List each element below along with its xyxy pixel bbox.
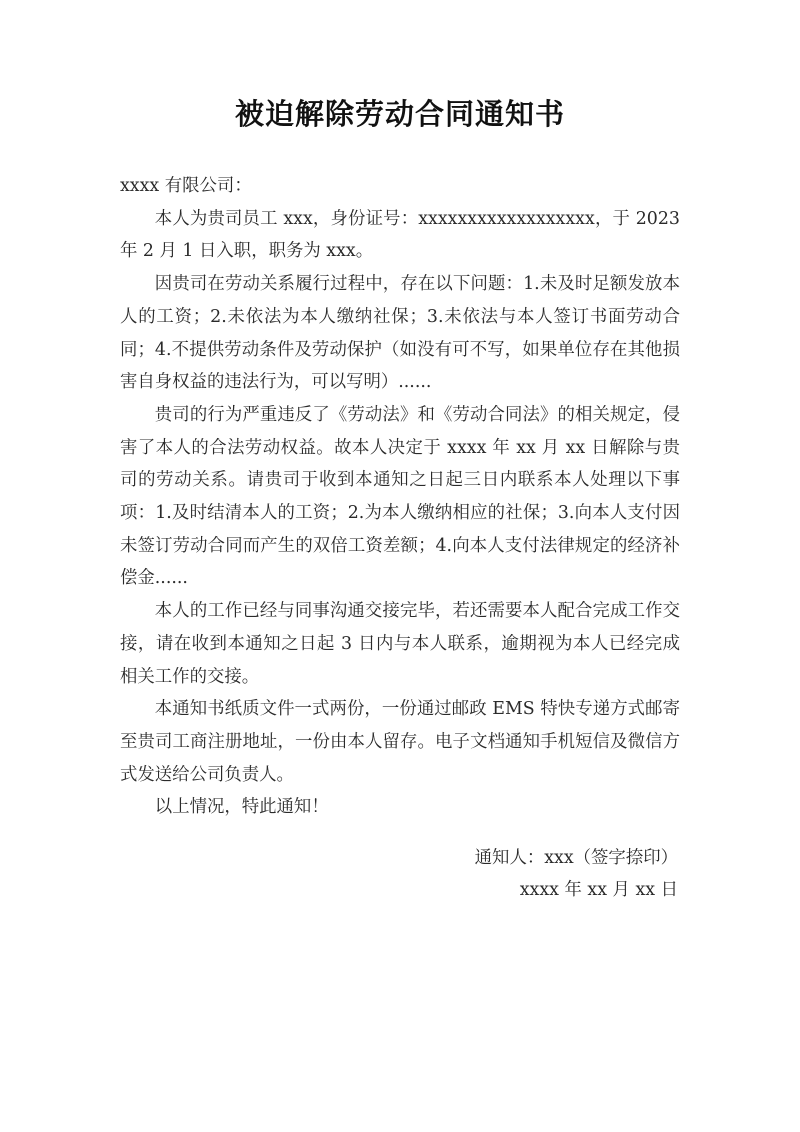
- paragraph-employee-info: 本人为贵司员工 xxx，身份证号：xxxxxxxxxxxxxxxxxx，于 2023 年 2 月 1 日入职，职务为 xxx。: [120, 208, 680, 262]
- salutation: xxxx 有限公司：: [120, 176, 252, 196]
- signature-block: [475, 842, 678, 906]
- document-body: [120, 170, 680, 824]
- date-line: xxxx 年 xx 月 xx 日: [519, 880, 678, 900]
- paragraph-closing: 以上情况，特此通知！: [154, 797, 329, 818]
- document-title: 被迫解除劳动合同通知书: [234, 97, 565, 131]
- paragraph-delivery: 本通知书纸质文件一式两份，一份通过邮政 EMS 特快专递方式邮寄至贵司工商注册地址，一份由本人留存。电子文档通知手机短信及微信方式发送给公司负责人。: [120, 699, 680, 785]
- paragraph-termination: 贵司的行为严重违反了《劳动法》和《劳动合同法》的相关规定，侵害了本人的合法劳动权益。故本人决定于 xxxx 年 xx 月 xx 日解除与贵司的劳动关系。请贵司于收到本通知之日起三日内联系本人处理以下事项：1.及时结清本人的工资；2.为本人缴纳相应的社保；3.向本人支付因未签订劳动合同而产生的双倍工资差额；4.向本人支付法律规定的经济补偿金......: [120, 404, 680, 589]
- paragraph-handover: 本人的工作已经与同事沟通交接完毕，若还需要本人配合完成工作交接，请在收到本通知之日起 3 日内与本人联系，逾期视为本人已经完成相关工作的交接。: [120, 601, 680, 687]
- notifier-line: 通知人：xxx（签字捺印）: [474, 848, 678, 868]
- paragraph-problems: 因贵司在劳动关系履行过程中，存在以下问题：1.未及时足额发放本人的工资；2.未依法为本人缴纳社保；3.未依法与本人签订书面劳动合同；4.不提供劳动条件及劳动保护（如没有可不写，如果单位存在其他损害自身权益的违法行为，可以写明）......: [120, 274, 680, 393]
